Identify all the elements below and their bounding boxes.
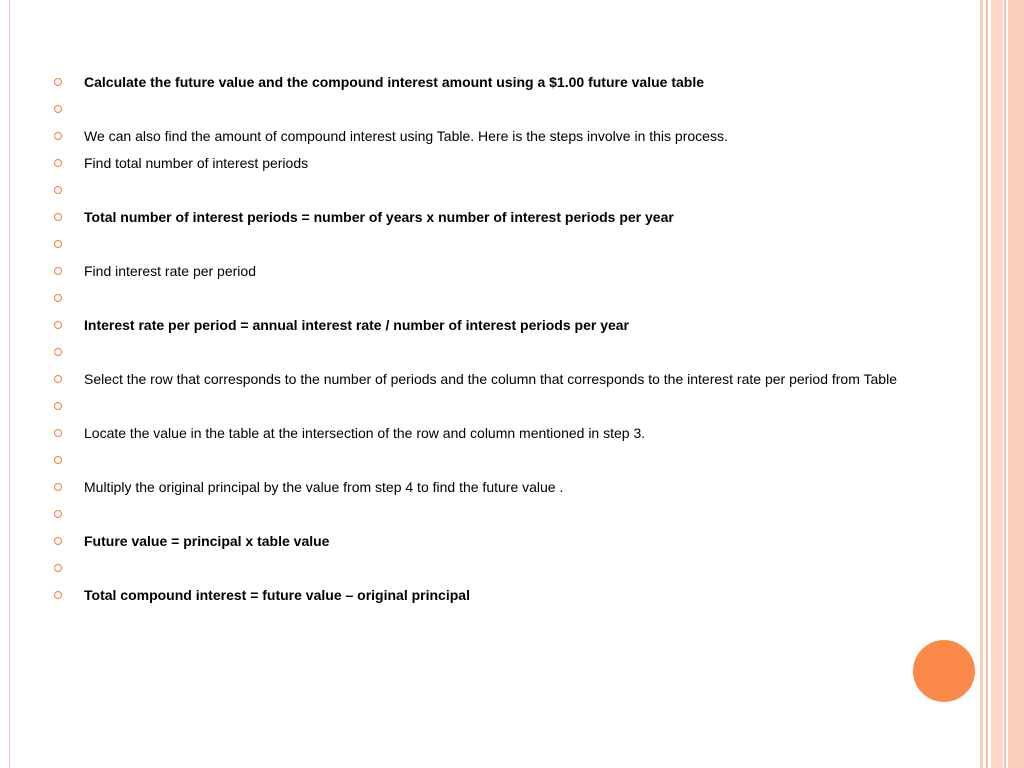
bullet-item xyxy=(54,289,970,307)
bullet-item xyxy=(54,154,970,172)
circle-bullet-icon xyxy=(54,348,62,356)
bullet-item xyxy=(54,370,970,388)
bullet-text: Find total number of interest periods xyxy=(84,155,309,171)
circle-bullet-icon xyxy=(54,78,62,86)
right-stripe-decoration xyxy=(980,0,1024,768)
bullet-text: Find interest rate per period xyxy=(84,263,256,279)
bullet-list xyxy=(54,73,970,613)
bullet-item xyxy=(54,451,970,469)
bullet-item xyxy=(54,397,970,415)
circle-bullet-icon xyxy=(54,105,62,113)
bullet-text: Locate the value in the table at the intersection of the row and column mentioned in step 3. xyxy=(84,425,646,441)
orange-circle-decoration xyxy=(913,640,975,702)
bullet-item xyxy=(54,316,970,334)
circle-bullet-icon xyxy=(54,294,62,302)
circle-bullet-icon xyxy=(54,132,62,140)
circle-bullet-icon xyxy=(54,429,62,437)
circle-bullet-icon xyxy=(54,510,62,518)
bullet-item xyxy=(54,208,970,226)
stripe xyxy=(991,0,1003,768)
bullet-item xyxy=(54,559,970,577)
bullet-text: Calculate the future value and the compound interest amount using a $1.00 future value table xyxy=(84,74,705,90)
bullet-item xyxy=(54,586,970,604)
stripe xyxy=(1004,0,1006,768)
bullet-item xyxy=(54,262,970,280)
circle-bullet-icon xyxy=(54,375,62,383)
bullet-text: Future value = principal x table value xyxy=(84,533,330,549)
circle-bullet-icon xyxy=(54,159,62,167)
circle-bullet-icon xyxy=(54,267,62,275)
stripe xyxy=(980,0,983,768)
circle-bullet-icon xyxy=(54,591,62,599)
circle-bullet-icon xyxy=(54,240,62,248)
bullet-item xyxy=(54,478,970,496)
bullet-text: We can also find the amount of compound interest using Table. Here is the steps involve in this process. xyxy=(84,128,728,144)
stripe xyxy=(986,0,988,768)
circle-bullet-icon xyxy=(54,456,62,464)
circle-bullet-icon xyxy=(54,564,62,572)
bullet-item xyxy=(54,532,970,550)
bullet-item xyxy=(54,73,970,91)
bullet-item xyxy=(54,505,970,523)
bullet-text: Select the row that corresponds to the number of periods and the column that corresponds to the interest rate per period from Table xyxy=(84,371,897,387)
circle-bullet-icon xyxy=(54,402,62,410)
bullet-item xyxy=(54,343,970,361)
circle-bullet-icon xyxy=(54,483,62,491)
bullet-text: Total number of interest periods = number of years x number of interest periods per year xyxy=(84,209,674,225)
circle-bullet-icon xyxy=(54,213,62,221)
bullet-item xyxy=(54,235,970,253)
bullet-text: Interest rate per period = annual interest rate / number of interest periods per year xyxy=(84,317,629,333)
circle-bullet-icon xyxy=(54,537,62,545)
bullet-text: Multiply the original principal by the value from step 4 to find the future value . xyxy=(84,479,564,495)
bullet-item xyxy=(54,181,970,199)
bullet-text: Total compound interest = future value – original principal xyxy=(84,587,470,603)
stripe xyxy=(1008,0,1024,768)
bullet-item xyxy=(54,127,970,145)
circle-bullet-icon xyxy=(54,321,62,329)
circle-bullet-icon xyxy=(54,186,62,194)
bullet-item xyxy=(54,424,970,442)
bullet-item xyxy=(54,100,970,118)
left-border-decoration xyxy=(0,0,10,768)
